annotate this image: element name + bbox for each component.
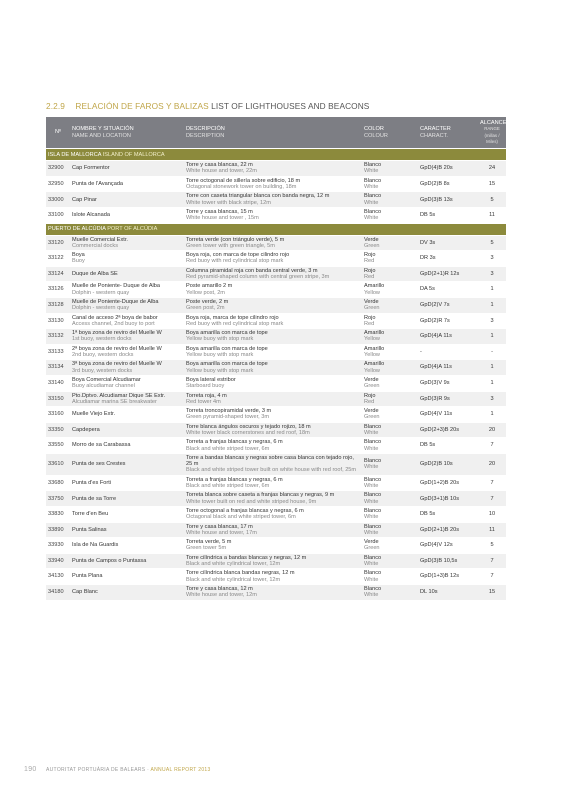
light-character: DB 5s (418, 207, 478, 223)
light-name: Muelle de Poniente- Duque de Alba Dolphin - western quay (70, 282, 184, 298)
light-color: Blanco White (362, 422, 418, 438)
light-description: Torre y casa blancas, 12 m White house and tower, 12m (184, 584, 362, 600)
header-no: Nº (46, 117, 70, 149)
light-character: DA 5s (418, 282, 478, 298)
light-range: 24 (478, 161, 506, 177)
table-row (46, 438, 506, 454)
light-name: Pto.Dptvo. Alcudiamar Dique SE Extr. Alcudiamar marina SE breakwater (70, 391, 184, 407)
light-character: GpD(4)A 11s (418, 329, 478, 345)
light-color: Amarillo Yellow (362, 360, 418, 376)
table-row (46, 282, 506, 298)
light-character: GpD(1+3)B 12s (418, 569, 478, 585)
light-name: Punta d'es Forti (70, 475, 184, 491)
light-color: Blanco White (362, 522, 418, 538)
light-range: 5 (478, 538, 506, 554)
table-row (46, 344, 506, 360)
light-name: 1ª boya zona de reviro del Muelle W 1st buoy, western docks (70, 329, 184, 345)
light-color: Amarillo Yellow (362, 344, 418, 360)
light-character: GpD(4)B 20s (418, 161, 478, 177)
light-number: 33610 (46, 453, 70, 475)
light-range: 15 (478, 176, 506, 192)
light-range: 7 (478, 438, 506, 454)
light-range: 1 (478, 375, 506, 391)
light-number: 33160 (46, 407, 70, 423)
light-character: GpD(4)V 11s (418, 407, 478, 423)
light-description: Torre cilíndrica a bandas blancas y negras, 12 m Black and white cylindrical tower, 12m (184, 553, 362, 569)
light-number: 33122 (46, 251, 70, 267)
light-color: Blanco White (362, 453, 418, 475)
lighthouses-table (46, 117, 506, 601)
light-name: Canal de acceso 2ª boya de babor Access channel, 2nd buoy to port (70, 313, 184, 329)
light-color: Blanco White (362, 584, 418, 600)
light-description: Columna piramidal roja con banda central verde, 3 m Red pyramid-shaped column with central green stripe, 3m (184, 266, 362, 282)
light-color: Blanco White (362, 569, 418, 585)
light-description: Torre y casa blancas, 22 m White house and tower, 22m (184, 161, 362, 177)
light-color: Rojo Red (362, 391, 418, 407)
table-row (46, 569, 506, 585)
light-range: 3 (478, 251, 506, 267)
light-number: 33130 (46, 313, 70, 329)
light-number: 33134 (46, 360, 70, 376)
light-number: 33132 (46, 329, 70, 345)
light-color: Rojo Red (362, 266, 418, 282)
light-range: 3 (478, 266, 506, 282)
light-name: Duque de Alba SE (70, 266, 184, 282)
light-description: Torreta roja, 4 m Red tower 4m (184, 391, 362, 407)
light-number: 33140 (46, 375, 70, 391)
header-color: COLOR COLOUR (362, 117, 418, 149)
light-range: 3 (478, 313, 506, 329)
light-color: Rojo Red (362, 251, 418, 267)
light-range: 20 (478, 422, 506, 438)
light-range: 3 (478, 391, 506, 407)
light-name: Capdepera (70, 422, 184, 438)
light-character: GpD(3)B 10,5s (418, 553, 478, 569)
light-character: - (418, 344, 478, 360)
footer-separator: · (147, 767, 150, 773)
light-range: 10 (478, 506, 506, 522)
light-number: 34180 (46, 584, 70, 600)
light-description: Torre cilíndrica blanca bandas negras, 12 m Black and white cylindrical tower, 12m (184, 569, 362, 585)
page-title (46, 101, 369, 111)
light-character: GpD(4)V 12s (418, 538, 478, 554)
light-character: DB 5s (418, 438, 478, 454)
footer-org: AUTORITAT PORTUÀRIA DE BALEARS (46, 767, 146, 773)
light-name: Muelle Comercial Extr. Commercial docks (70, 235, 184, 251)
light-name: 2ª boya zona de reviro del Muelle W 2nd buoy, western docks (70, 344, 184, 360)
table-row (46, 491, 506, 507)
light-character: GpD(3)R 9s (418, 391, 478, 407)
light-description: Boya lateral estribor Starboard buoy (184, 375, 362, 391)
light-character: GpD(3)B 13s (418, 192, 478, 208)
table-row (46, 161, 506, 177)
light-number: 33940 (46, 553, 70, 569)
light-color: Blanco White (362, 475, 418, 491)
light-description: Boya roja, marca de tope cilindro rojo Red buoy with red cylindrical stop mark (184, 313, 362, 329)
light-number: 33124 (46, 266, 70, 282)
light-number: 33350 (46, 422, 70, 438)
light-range: 7 (478, 475, 506, 491)
light-range: 7 (478, 569, 506, 585)
light-description: Torreta verde (con triángulo verde), 5 m Green tower with green triangle, 5m (184, 235, 362, 251)
light-description: Boya roja, con marca de tope cilindro rojo Red buoy with red cylindrical stop mark (184, 251, 362, 267)
title-spanish: RELACIÓN DE FAROS Y BALIZAS (75, 101, 209, 111)
light-description: Torre y casa blancas, 17 m White house and tower, 17m (184, 522, 362, 538)
table-row (46, 176, 506, 192)
light-range: 1 (478, 297, 506, 313)
light-number: 33000 (46, 192, 70, 208)
light-name: Punta Salinas (70, 522, 184, 538)
light-name: Punta Plana (70, 569, 184, 585)
light-name: Punta de ses Crestes (70, 453, 184, 475)
light-range: 5 (478, 235, 506, 251)
table-row (46, 522, 506, 538)
light-description: Boya amarilla con marca de tope Yellow buoy with stop mark (184, 329, 362, 345)
light-description: Torreta a franjas blancas y negras, 6 m Black and white striped tower, 6m (184, 475, 362, 491)
table-row (46, 235, 506, 251)
light-range: 5 (478, 192, 506, 208)
light-character: GpD(2)B 8s (418, 176, 478, 192)
table-row (46, 391, 506, 407)
light-number: 33750 (46, 491, 70, 507)
light-name: Morro de sa Carabassa (70, 438, 184, 454)
light-description: Torreta troncopiramidal verde, 3 m Green pyramid-shaped tower, 3m (184, 407, 362, 423)
light-number: 32950 (46, 176, 70, 192)
light-color: Blanco White (362, 438, 418, 454)
table-row (46, 329, 506, 345)
light-character: GpD(3+1)B 10s (418, 491, 478, 507)
light-character: GpD(2)V 7s (418, 297, 478, 313)
light-color: Verde Green (362, 235, 418, 251)
light-description: Torre octogonal a franjas blancas y negras, 6 m Octagonal black and white striped tower, 6m (184, 506, 362, 522)
light-color: Blanco White (362, 192, 418, 208)
table-row (46, 453, 506, 475)
light-color: Verde Green (362, 297, 418, 313)
light-number: 33126 (46, 282, 70, 298)
light-character: GpD(2)B 10s (418, 453, 478, 475)
light-name: Muelle de Poniente-Duque de Alba Dolphin - western quay (70, 297, 184, 313)
table-row (46, 553, 506, 569)
light-description: Torre a bandas blancas y negras sobre casa blanca con tejado rojo, 25 m Black and white striped tower built on white house with red roof, 25m (184, 453, 362, 475)
title-english: LIST OF LIGHTHOUSES AND BEACONS (211, 101, 370, 111)
light-range: 15 (478, 584, 506, 600)
light-range: 11 (478, 522, 506, 538)
light-range: 1 (478, 329, 506, 345)
light-description: Poste amarillo 2 m Yellow post, 2m (184, 282, 362, 298)
light-name: Torre d'en Beu (70, 506, 184, 522)
light-color: Blanco White (362, 161, 418, 177)
light-number: 34130 (46, 569, 70, 585)
light-character: DV 3s (418, 235, 478, 251)
light-description: Torreta blanca sobre caseta a franjas blancas y negras, 9 m White tower built on red and white striped house, 9m (184, 491, 362, 507)
section-number: 2.2.9 (46, 101, 65, 111)
header-character: CARACTER CHARACT. (418, 117, 478, 149)
light-number: 33128 (46, 297, 70, 313)
header-range: ALCANCE RANGE (millas / Miles) (478, 117, 506, 149)
light-name: Punta de sa Torre (70, 491, 184, 507)
light-description: Torre blanca ángulos oscuros y tejado rojizo, 18 m White tower black cornerstones and red roof, 18m (184, 422, 362, 438)
light-color: Blanco White (362, 176, 418, 192)
light-description: Boya amarilla con marca de tope Yellow buoy with stop mark (184, 344, 362, 360)
light-character: GpD(3)V 9s (418, 375, 478, 391)
light-number: 32900 (46, 161, 70, 177)
light-color: Amarillo Yellow (362, 329, 418, 345)
light-number: 33100 (46, 207, 70, 223)
light-name: Cap Pinar (70, 192, 184, 208)
table-row (46, 422, 506, 438)
table-row (46, 475, 506, 491)
table-row (46, 297, 506, 313)
light-color: Verde Green (362, 375, 418, 391)
table-row (46, 360, 506, 376)
light-name: Punta de Campos o Puntassa (70, 553, 184, 569)
light-color: Rojo Red (362, 313, 418, 329)
table-row (46, 313, 506, 329)
light-character: DB 5s (418, 506, 478, 522)
light-range: 1 (478, 407, 506, 423)
light-character: GpD(2+1)R 12s (418, 266, 478, 282)
footer-report: ANNUAL REPORT 2013 (150, 767, 211, 773)
light-description: Poste verde, 2 m Green post, 2m (184, 297, 362, 313)
light-number: 33550 (46, 438, 70, 454)
light-name: Isla de Na Guardis (70, 538, 184, 554)
light-range: 20 (478, 453, 506, 475)
section-row-mallorca: ISLA DE MALLORCA ISLAND OF MALLORCA (46, 149, 506, 161)
light-name: Muelle Viejo Extr. (70, 407, 184, 423)
light-description: Boya amarilla con marca de tope Yellow buoy with stop mark (184, 360, 362, 376)
light-color: Blanco White (362, 491, 418, 507)
light-character: GpD(2+3)B 20s (418, 422, 478, 438)
light-character: DR 3s (418, 251, 478, 267)
light-range: 1 (478, 282, 506, 298)
light-description: Torreta a franjas blancas y negras, 6 m Black and white striped tower, 6m (184, 438, 362, 454)
header-description: DESCRIPCIÓN DESCRIPTION (184, 117, 362, 149)
table-row (46, 584, 506, 600)
light-name: 3ª boya zona de reviro del Muelle W 3rd buoy, western docks (70, 360, 184, 376)
light-number: 33930 (46, 538, 70, 554)
light-character: GpD(1+2)B 20s (418, 475, 478, 491)
light-color: Verde Green (362, 407, 418, 423)
light-color: Blanco White (362, 207, 418, 223)
light-range: 1 (478, 360, 506, 376)
light-number: 33890 (46, 522, 70, 538)
table-row (46, 407, 506, 423)
light-number: 33830 (46, 506, 70, 522)
light-name: Boya Buoy (70, 251, 184, 267)
light-description: Torre y casa blancas, 15 m White house and tower , 15m (184, 207, 362, 223)
light-name: Punta de l'Avançada (70, 176, 184, 192)
table-row (46, 538, 506, 554)
light-number: 33680 (46, 475, 70, 491)
light-range: 7 (478, 553, 506, 569)
light-number: 33133 (46, 344, 70, 360)
table-row (46, 251, 506, 267)
light-number: 33150 (46, 391, 70, 407)
light-character: GpD(2+1)B 20s (418, 522, 478, 538)
light-color: Verde Green (362, 538, 418, 554)
light-description: Torre con caseta triangular blanca con banda negra, 12 m White tower with black stripe, 12m (184, 192, 362, 208)
light-number: 33120 (46, 235, 70, 251)
light-color: Amarillo Yellow (362, 282, 418, 298)
light-color: Blanco White (362, 506, 418, 522)
light-character: DL 10s (418, 584, 478, 600)
light-range: 7 (478, 491, 506, 507)
header-name: NOMBRE Y SITUACIÓN NAME AND LOCATION (70, 117, 184, 149)
light-name: Cap Formentor (70, 161, 184, 177)
table-header-row (46, 117, 506, 149)
light-name: Boya Comercial Alcudiamar Buoy alcudiamar channel (70, 375, 184, 391)
light-range: 11 (478, 207, 506, 223)
table-row (46, 375, 506, 391)
light-character: GpD(4)A 11s (418, 360, 478, 376)
light-character: GpD(2)R 7s (418, 313, 478, 329)
page-number: 190 (24, 766, 37, 773)
page-footer (24, 766, 211, 773)
light-name: Cap Blanc (70, 584, 184, 600)
table-row (46, 266, 506, 282)
section-row-alcudia: PUERTO DE ALCÚDIA PORT OF ALCÚDIA (46, 223, 506, 235)
light-color: Blanco White (362, 553, 418, 569)
light-name: Islote Alcanada (70, 207, 184, 223)
table-row (46, 192, 506, 208)
light-description: Torre octogonal de sillería sobre edificio, 18 m Octagonal stonework tower on building, 18m (184, 176, 362, 192)
table-row (46, 506, 506, 522)
light-description: Torreta verde, 5 m Green tower 5m (184, 538, 362, 554)
table-row (46, 207, 506, 223)
light-range: - (478, 344, 506, 360)
